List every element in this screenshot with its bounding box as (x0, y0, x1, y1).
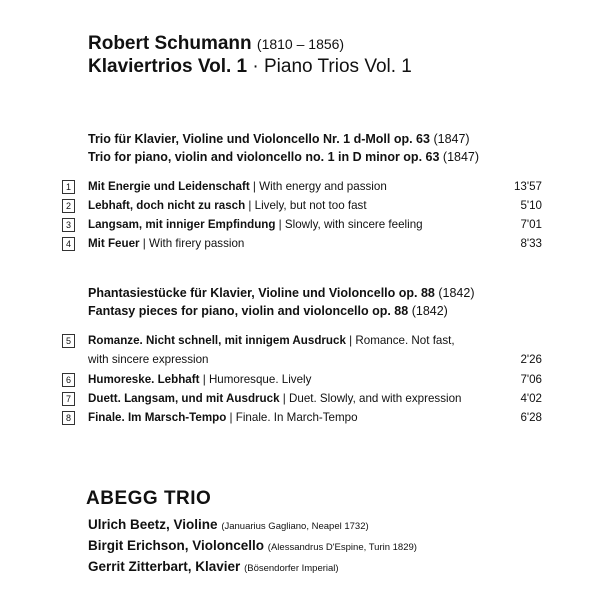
track-duration: 13'57 (513, 180, 542, 193)
track-title-de: Duett. Langsam, und mit Ausdruck (88, 392, 280, 405)
track-number: 4 (62, 237, 75, 251)
album-title-en: Piano Trios Vol. 1 (264, 56, 412, 77)
track-number: 3 (62, 218, 75, 232)
work-2-title-de: Phantasiestücke für Klavier, Violine und Violoncello op. 88 (88, 286, 435, 300)
work-2-title-en: Fantasy pieces for piano, violin and violoncello op. 88 (88, 304, 409, 318)
album-title-separator: · (247, 56, 264, 77)
work-1-year-de: (1847) (433, 132, 470, 146)
player-2 (88, 538, 417, 553)
player-instrument: (Bösendorfer Imperial) (244, 563, 339, 574)
track-row (62, 408, 542, 427)
ensemble-name: ABEGG TRIO (86, 488, 212, 509)
track-number: 7 (62, 392, 75, 406)
track-title-de: Humoreske. Lebhaft (88, 373, 200, 386)
player-name: Gerrit Zitterbart, Klavier (88, 559, 241, 574)
work-1-year-en: (1847) (442, 150, 480, 164)
track-duration: 7'06 (520, 373, 542, 386)
composer-years: (1810 – 1856) (256, 36, 345, 52)
track-title-en: With firery passion (149, 237, 245, 250)
track-duration: 8'33 (520, 237, 542, 250)
track-title-de: Lebhaft, doch nicht zu rasch (88, 199, 246, 212)
work-2-title (88, 284, 475, 320)
player-name: Ulrich Beetz, Violine (88, 517, 218, 532)
track-row (62, 215, 542, 234)
track-title-de: Finale. Im Marsch-Tempo (88, 411, 227, 424)
track-duration: 7'01 (520, 218, 542, 231)
album-title-de: Klaviertrios Vol. 1 (88, 56, 248, 77)
track-separator: | (279, 392, 289, 405)
track-duration: 5'10 (520, 199, 542, 212)
track-title-en: With energy and passion (259, 180, 387, 193)
track-row (62, 234, 542, 253)
player-name: Birgit Erichson, Violoncello (88, 538, 265, 553)
work-1-title-de: Trio für Klavier, Violine und Violoncello Nr. 1 d-Moll op. 63 (88, 132, 430, 146)
track-title-de: Langsam, mit inniger Empfindung (88, 218, 276, 231)
track-title-de: Mit Feuer (88, 237, 140, 250)
player-1 (88, 517, 369, 532)
track-duration: 2'26 (520, 353, 542, 366)
work-1-title (88, 130, 479, 166)
track-separator: | (345, 334, 356, 347)
track-number: 6 (62, 373, 75, 387)
track-title-en: Humoresque. Lively (208, 373, 312, 386)
track-number: 2 (62, 199, 75, 213)
track-separator: | (199, 373, 209, 386)
track-separator: | (226, 411, 236, 424)
player-instrument: (Januarius Gagliano, Neapel 1732) (221, 521, 369, 532)
track-separator: | (249, 180, 260, 193)
track-title-de: Romanze. Nicht schnell, mit innigem Ausdruck (88, 334, 346, 347)
track-row (62, 389, 542, 408)
track-number: 1 (62, 180, 75, 194)
track-separator: | (245, 199, 255, 212)
track-title-en-continued: with sincere expression (88, 353, 209, 366)
composer-name: Robert Schumann (88, 33, 252, 54)
work-2-year-de: (1842) (438, 286, 475, 300)
track-separator: | (275, 218, 285, 231)
track-row (62, 331, 542, 369)
track-title-en: Duet. Slowly, and with expression (289, 392, 462, 405)
track-duration: 4'02 (520, 392, 542, 405)
track-row (62, 370, 542, 389)
player-instrument: (Alessandrus D'Espine, Turin 1829) (267, 542, 417, 553)
work-1-title-en: Trio for piano, violin and violoncello no. 1 in D minor op. 63 (88, 150, 440, 164)
track-number: 5 (62, 334, 75, 348)
track-separator: | (139, 237, 150, 250)
composer-line (88, 33, 344, 55)
track-duration: 6'28 (520, 411, 542, 424)
work-2-year-en: (1842) (411, 304, 448, 318)
track-row (62, 196, 542, 215)
track-title-de: Mit Energie und Leidenschaft (88, 180, 250, 193)
track-title-en: Lively, but not too fast (254, 199, 367, 212)
track-title-en: Slowly, with sincere feeling (284, 218, 423, 231)
track-title-en: Romance. Not fast, (355, 334, 455, 347)
track-number: 8 (62, 411, 75, 425)
album-title (88, 56, 412, 78)
player-3 (88, 559, 339, 574)
track-row (62, 177, 542, 196)
track-title-en: Finale. In March-Tempo (235, 411, 358, 424)
